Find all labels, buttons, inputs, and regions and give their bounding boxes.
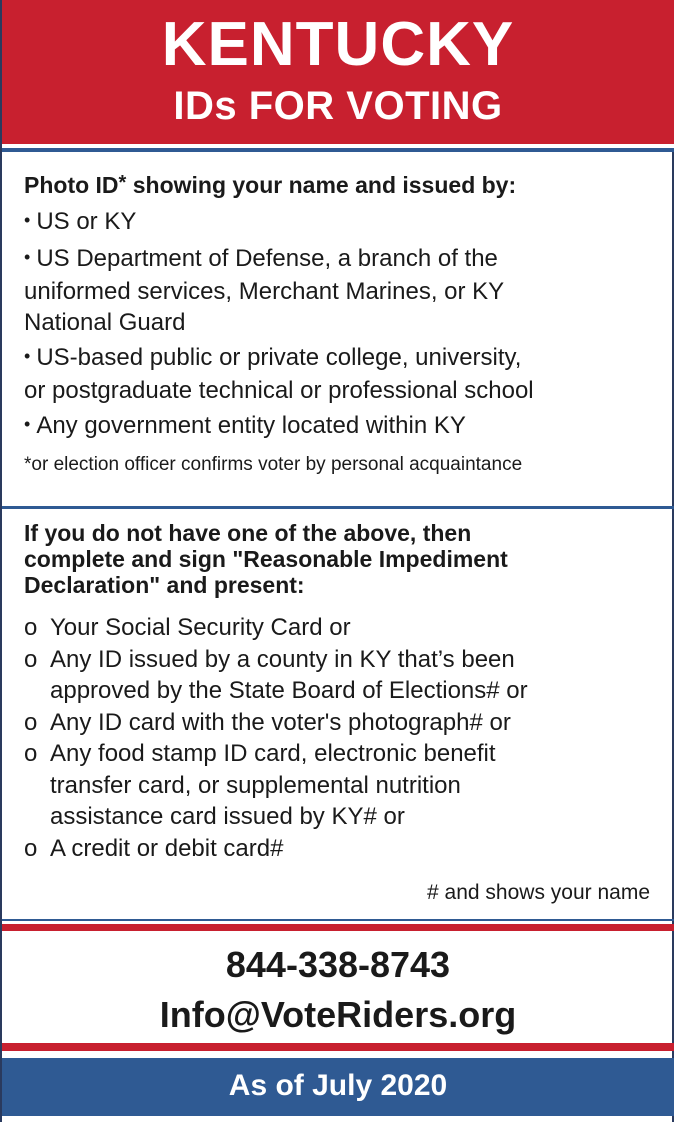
bullet-icon: • [24, 247, 31, 267]
name-note: # and shows your name [427, 881, 650, 904]
divider-middle-blue [2, 506, 674, 509]
as-of-date: As of July 2020 [228, 1069, 448, 1102]
footer-banner [2, 1058, 674, 1116]
divider-lower-red [2, 924, 674, 931]
list-item: o Any food stamp ID card, electronic benefit transfer card, or supplemental nutrition assistance card issued by KY# or [24, 740, 496, 830]
list-item: o Any ID issued by a county in KY that’s been approved by the State Board of Elections# or [24, 645, 528, 704]
list-item: • US Department of Defense, a branch of the uniformed services, Merchant Marines, or KY National Guard [24, 245, 505, 336]
list-item: o Your Social Security Card or [24, 612, 664, 644]
divider-bottom-red [2, 1043, 674, 1051]
checkbox-icon: o [24, 740, 38, 767]
list-item: o A credit or debit card# [24, 833, 664, 865]
photo-id-section [24, 170, 664, 477]
checkbox-icon: o [24, 708, 38, 736]
phone-number[interactable]: 844-338-8743 [225, 944, 451, 985]
checkbox-icon: o [24, 645, 38, 673]
list-item: • US or KY [24, 208, 137, 235]
checkbox-icon: o [24, 834, 38, 862]
divider-top-blue [2, 148, 674, 152]
alternative-heading: If you do not have one of the above, then complete and sign "Reasonable Impediment Declaration" and present: [24, 520, 508, 598]
photo-id-heading: Photo ID* showing your name and issued by: [24, 172, 517, 198]
checkbox-icon: o [24, 614, 38, 641]
state-title: KENTUCKY [161, 10, 515, 79]
bullet-icon: • [24, 346, 31, 366]
alternative-section [24, 520, 664, 864]
footnote: *or election officer confirms voter by personal acquaintance [24, 454, 523, 475]
list-item: • Any government entity located within KY [24, 412, 466, 439]
divider-lower-blue [2, 919, 674, 921]
bullet-icon: • [24, 210, 31, 230]
card-subtitle: IDs FOR VOTING [173, 84, 503, 128]
list-item: o Any ID card with the voter's photograph# or [24, 707, 664, 739]
list-item: • US-based public or private college, university, or postgraduate technical or professional school [24, 344, 534, 404]
bullet-icon: • [24, 414, 31, 434]
header-banner [2, 0, 674, 144]
email-address[interactable]: Info@VoteRiders.org [159, 994, 517, 1035]
options-list [24, 612, 664, 864]
